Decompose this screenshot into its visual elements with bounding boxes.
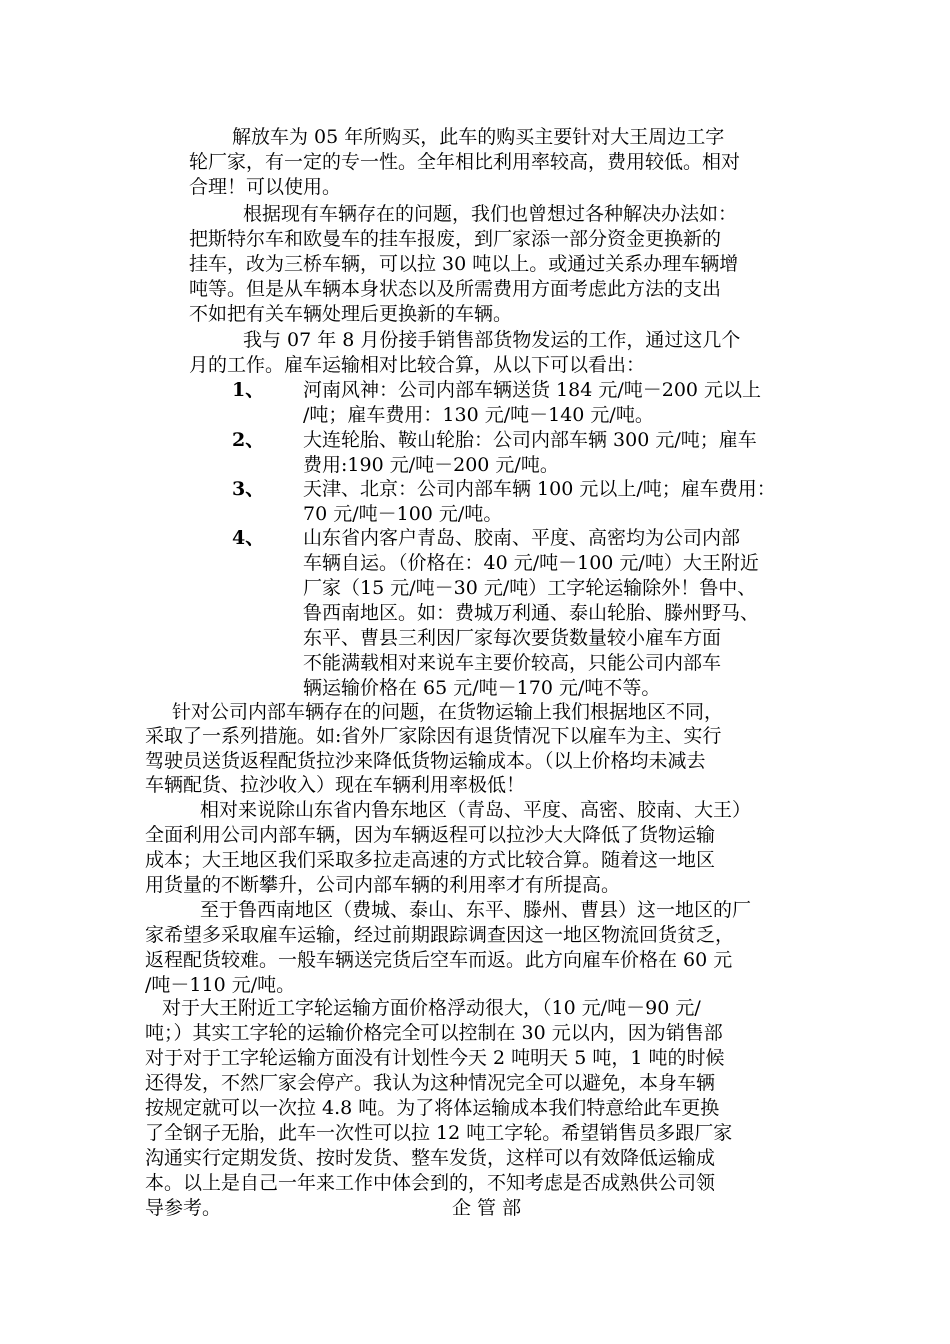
list-item-line: 大连轮胎、鞍山轮胎：公司内部车辆 300 元/吨；雇车 [303, 429, 757, 451]
paragraph-line: 解放车为 05 年所购买，此车的购买主要针对大王周边工字 [232, 126, 725, 148]
paragraph-line: 针对公司内部车辆存在的问题，在货物运输上我们根据地区不同， [172, 701, 724, 723]
list-item-line: 费用:190 元/吨－200 元/吨。 [303, 454, 559, 476]
paragraph-line: 用货量的不断攀升，公司内部车辆的利用率才有所提高。 [145, 874, 621, 896]
list-number: 3、 [232, 478, 265, 500]
list-item-line: 不能满载相对来说车主要价较高，只能公司内部车 [303, 652, 722, 674]
list-number: 1、 [232, 379, 265, 401]
paragraph-line: 吨等。但是从车辆本身状态以及所需费用方面考虑此方法的支出 [189, 278, 722, 300]
paragraph-line: 成本；大王地区我们采取多拉走高速的方式比较合算。随着这一地区 [145, 849, 716, 871]
paragraph-line: 返程配货较难。一般车辆送完货后空车而返。此方向雇车价格在 60 元 [145, 949, 733, 971]
paragraph-line: 挂车，改为三桥车辆，可以拉 30 吨以上。或通过关系办理车辆增 [189, 253, 739, 275]
paragraph-line: 导参考。 [145, 1197, 222, 1219]
list-number: 2、 [232, 429, 265, 451]
paragraph-line: 相对来说除山东省内鲁东地区（青岛、平度、高密、胶南、大王） [200, 799, 752, 821]
list-number: 4、 [232, 527, 265, 549]
paragraph-line: 采取了一系列措施。如:省外厂家除因有退货情况下以雇车为主、实行 [145, 725, 722, 747]
paragraph-line: 轮厂家，有一定的专一性。全年相比利用率较高，费用较低。相对 [189, 151, 741, 173]
list-item-line: 辆运输价格在 65 元/吨－170 元/吨不等。 [303, 677, 661, 699]
paragraph-line: 按规定就可以一次拉 4.8 吨。为了将体运输成本我们特意给此车更换 [145, 1097, 720, 1119]
paragraph-line: 月的工作。雇车运输相对比较合算，从以下可以看出： [189, 354, 646, 376]
paragraph-line: 至于鲁西南地区（费城、泰山、东平、滕州、曹县）这一地区的厂 [200, 899, 752, 921]
list-item-line: 山东省内客户青岛、胶南、平度、高密均为公司内部 [303, 527, 741, 549]
paragraph-line: 沟通实行定期发货、按时发货、整车发货，这样可以有效降低运输成 [145, 1147, 716, 1169]
paragraph-line: 车辆配货、拉沙收入）现在车辆利用率极低！ [145, 774, 526, 796]
paragraph-line: 全面利用公司内部车辆，因为车辆返程可以拉沙大大降低了货物运输 [145, 824, 716, 846]
list-item-line: 河南风神：公司内部车辆送货 184 元/吨－200 元以上 [303, 379, 762, 401]
paragraph-line: 了全钢子无胎，此车一次性可以拉 12 吨工字轮。希望销售员多跟厂家 [145, 1122, 733, 1144]
paragraph-line: 对于对于工字轮运输方面没有计划性今天 2 吨明天 5 吨，1 吨的时候 [145, 1047, 725, 1069]
list-item-line: 厂家（15 元/吨－30 元/吨）工字轮运输除外！鲁中、 [303, 577, 757, 599]
paragraph-line: 吨；）其实工字轮的运输价格完全可以控制在 30 元以内，因为销售部 [145, 1022, 723, 1044]
paragraph-line: 驾驶员送货返程配货拉沙来降低货物运输成本。（以上价格均未减去 [145, 750, 706, 772]
list-item-line: 天津、北京：公司内部车辆 100 元以上/吨；雇车费用： [303, 478, 776, 500]
list-item-line: 鲁西南地区。如：费城万利通、泰山轮胎、滕州野马、 [303, 602, 760, 624]
paragraph-line: 我与 07 年 8 月份接手销售部货物发运的工作，通过这几个 [243, 329, 741, 351]
paragraph-line: 本。以上是自己一年来工作中体会到的，不知考虑是否成熟供公司领 [145, 1172, 716, 1194]
paragraph-line: 根据现有车辆存在的问题，我们也曾想过各种解决办法如： [243, 203, 738, 225]
list-item-line: 车辆自运。（价格在：40 元/吨－100 元/吨）大王附近 [303, 552, 759, 574]
signature-department: 企 管 部 [452, 1197, 522, 1219]
list-item-line: 东平、曹县三利因厂家每次要货数量较小雇车方面 [303, 627, 722, 649]
paragraph-line: 合理！可以使用。 [189, 176, 342, 198]
paragraph-line: 家希望多采取雇车运输，经过前期跟踪调查因这一地区物流回货贫乏， [145, 924, 735, 946]
paragraph-line: 对于大王附近工字轮运输方面价格浮动很大，（10 元/吨－90 元/ [162, 997, 701, 1019]
paragraph-line: 不如把有关车辆处理后更换新的车辆。 [189, 303, 513, 325]
list-item-line: /吨；雇车费用：130 元/吨－140 元/吨。 [303, 404, 654, 426]
paragraph-line: /吨－110 元/吨。 [145, 974, 296, 996]
paragraph-line: 把斯特尔车和欧曼车的挂车报废，到厂家添一部分资金更换新的 [189, 228, 722, 250]
list-item-line: 70 元/吨－100 元/吨。 [303, 503, 503, 525]
paragraph-line: 还得发，不然厂家会停产。我认为这种情况完全可以避免，本身车辆 [145, 1072, 716, 1094]
